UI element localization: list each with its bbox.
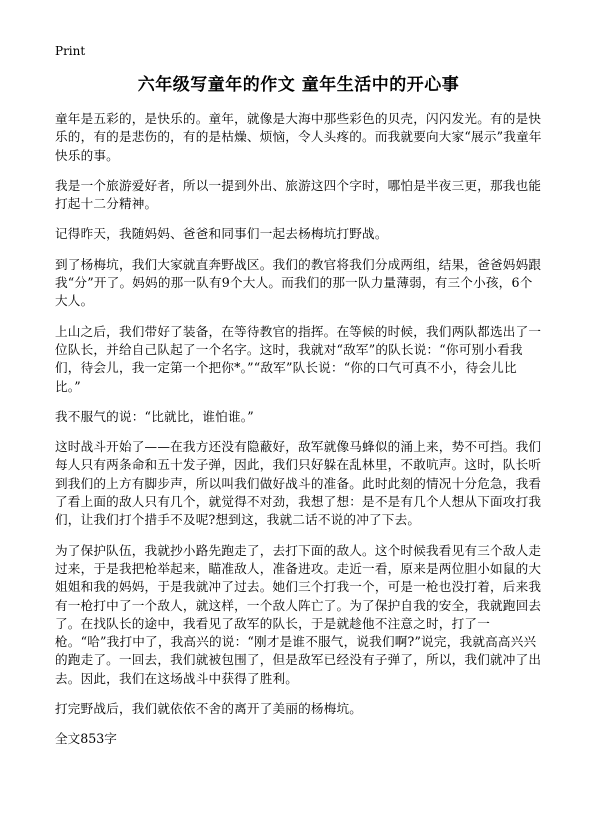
- paragraph: 童年是五彩的，是快乐的。童年，就像是大海中那些彩色的贝壳，闪闪发光。有的是快乐的，有的是悲伤的，有的是枯燥、烦恼，令人头疼的。而我就要向大家“展示”我童年快乐的事。: [55, 111, 542, 163]
- paragraph: 到了杨梅坑，我们大家就直奔野战区。我们的教官将我们分成两组，结果，爸爸妈妈跟我“分”开了。妈妈的那一队有9个大人。而我们的那一队力量薄弱，有三个小孩，6个大人。: [55, 256, 542, 309]
- paragraph: 我是一个旅游爱好者，所以一提到外出、旅游这四个字时，哪怕是半夜三更，那我也能打起十二分精神。: [55, 177, 542, 212]
- paragraph: 上山之后，我们带好了装备，在等待教官的指挥。在等候的时候，我们两队都选出了一位队长，并给自己队起了一个名字。这时，我就对“敌军”的队长说：“你可别小看我们，待会儿，我一定第一个把你*。”“敌军”队长说：“你的口气可真不小，待会儿比比。”: [55, 323, 542, 394]
- paragraph: 打完野战后，我们就依依不舍的离开了美丽的杨梅坑。: [55, 701, 363, 717]
- article-body: [55, 110, 542, 718]
- paragraph: 我不服气的说：“比就比，谁怕谁。”: [55, 408, 254, 424]
- paragraph: 记得昨天，我随妈妈、爸爸和同事们一起去杨梅坑打野战。: [55, 226, 388, 242]
- article-title: 六年级写童年的作文 童年生活中的开心事: [137, 75, 460, 95]
- paragraph: 为了保护队伍，我就抄小路先跑走了，去打下面的敌人。这个时候我看见有三个敌人走过来，于是我把枪举起来，瞄准敌人，准备进攻。走近一看，原来是两位胆小如鼠的大姐姐和我的妈妈，于是我就冲了过去。她们三个打我一个，可是一枪也没打着，后来我有一枪打中了一个敌人，就这样，一个敌人阵亡了。为了保护自我的安全，我就跑回去了。在找队长的途中，我看见了敌军的队长，于是就趁他不注意之时，打了一枪。“哈”我打中了，我高兴的说：“刚才是谁不服气，说我们啊?”说完，我就高高兴兴的跑走了。一回去，我们就被包围了，但是敌军已经没有子弹了，所以，我们就冲了出去。因此，我们在这场战斗中获得了胜利。: [55, 542, 542, 686]
- word-count: 全文853字: [55, 731, 117, 747]
- print-link[interactable]: Print: [55, 44, 86, 58]
- paragraph: 这时战斗开始了——在我方还没有隐蔽好，敌军就像马蜂似的涌上来，势不可挡。我们每人只有两条命和五十发子弹，因此，我们只好躲在乱林里，不敢吭声。这时，队长听到我们的上方有脚步声，所以叫我们做好战斗的准备。此时此刻的情况十分危急，我看了看上面的敌人只有几个，就觉得不对劲，我想了想：是不是有几个人想从下面攻打我们，让我们打个措手不及呢?想到这，我就二话不说的冲了下去。: [55, 439, 542, 528]
